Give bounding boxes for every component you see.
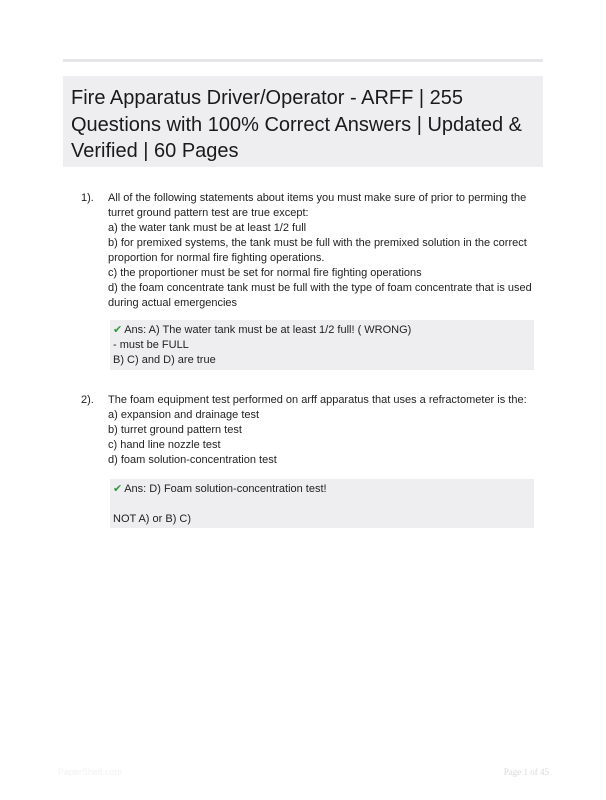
question-text xyxy=(108,393,534,468)
answer-box-2 xyxy=(110,479,534,528)
title-banner xyxy=(63,76,543,167)
option-b: b) turret ground pattern test xyxy=(108,424,242,436)
answer-line: NOT A) or B) C) xyxy=(113,513,192,525)
footer-page-number: Page 1 of 45 xyxy=(503,767,549,777)
answer-line xyxy=(113,323,528,338)
question-text xyxy=(108,191,534,311)
check-icon: ✔ xyxy=(113,324,123,336)
footer-site: PaperShelf.com xyxy=(58,767,123,777)
answer-text: Ans: A) The water tank must be at least 1/2 full! ( WRONG) xyxy=(124,324,412,336)
answer-line: - must be FULL xyxy=(113,339,189,351)
question-stem: The foam equipment test performed on arff apparatus that uses a refractometer is the: xyxy=(108,394,527,406)
document-title: Fire Apparatus Driver/Operator - ARFF | 255 Questions with 100% Correct Answers | Updated & Verified | 60 Pages xyxy=(71,87,522,162)
answer-line: B) C) and D) are true xyxy=(113,354,216,366)
option-d: d) the foam concentrate tank must be full with the type of foam concentrate that is used during actual emergencies xyxy=(108,282,532,309)
answer-text: Ans: D) Foam solution-concentration test! xyxy=(124,483,327,495)
option-b: b) for premixed systems, the tank must be full with the premixed solution in the correct proportion for normal fire fighting operations. xyxy=(108,237,527,264)
answer-line-blank xyxy=(113,497,528,512)
top-divider xyxy=(63,59,543,62)
option-a: a) expansion and drainage test xyxy=(108,409,260,421)
answer-box-1 xyxy=(110,320,534,370)
check-icon: ✔ xyxy=(113,483,123,495)
question-number: 2). xyxy=(81,394,94,406)
question-stem: All of the following statements about items you must make sure of prior to perming the turret ground pattern test are true except: xyxy=(108,192,527,219)
option-a: a) the water tank must be at least 1/2 full xyxy=(108,222,307,234)
answer-line xyxy=(113,482,528,497)
option-c: c) the proportioner must be set for normal fire fighting operations xyxy=(108,267,422,279)
option-d: d) foam solution-concentration test xyxy=(108,454,277,466)
question-number: 1). xyxy=(81,192,94,204)
option-c: c) hand line nozzle test xyxy=(108,439,221,451)
